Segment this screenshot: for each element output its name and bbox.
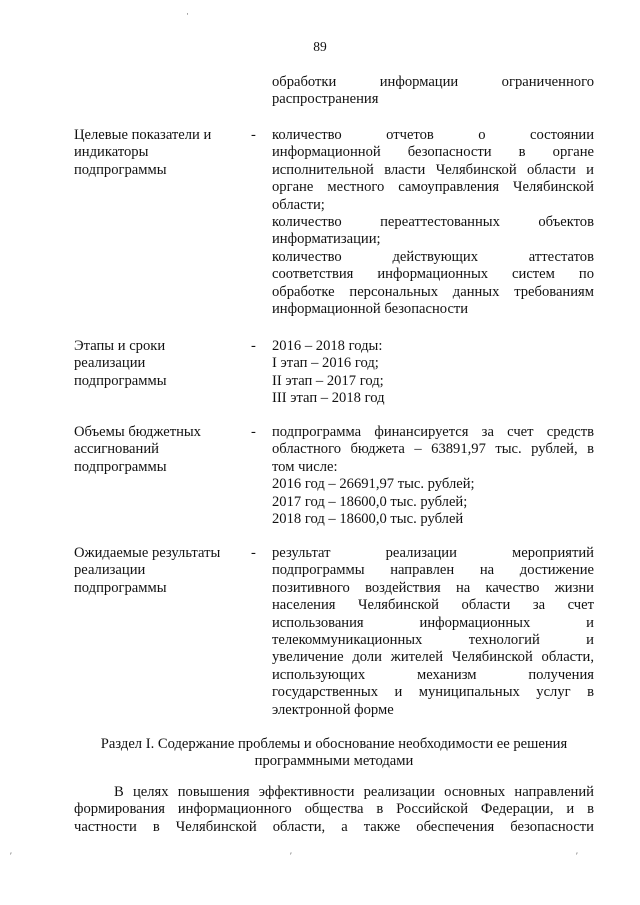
row-content-line: органе местного самоуправления Челябинской	[272, 179, 594, 196]
row-content-line: 2016 – 2018 годы:	[272, 338, 383, 354]
row-label-line: Целевые показатели и	[74, 127, 212, 143]
row-content-line: увеличение доли жителей Челябинской области,	[272, 649, 594, 666]
row-dash: -	[251, 545, 256, 561]
section-heading-line: программными методами	[254, 753, 414, 770]
row-dash: -	[251, 127, 256, 143]
section-heading-line: Раздел I. Содержание проблемы и обоснование необходимости ее решения	[100, 736, 568, 752]
row-label-line: подпрограммы	[74, 372, 167, 389]
row-content-line: использования информационных и	[272, 614, 594, 631]
row-content-line: I этап – 2016 год;	[272, 355, 379, 372]
row-content	[272, 424, 594, 528]
row-label-line: Ожидаемые результаты	[74, 545, 221, 561]
row-label	[74, 338, 244, 390]
row-label-line: Этапы и сроки	[74, 338, 166, 354]
row-content-line: электронной форме	[272, 701, 394, 718]
row-content	[272, 338, 594, 408]
scan-mark: ′	[576, 851, 578, 861]
row-content-line: позитивного воздействия на качество жизни	[272, 579, 594, 596]
row-content-line: том числе:	[272, 458, 338, 475]
row-content-line: результат реализации мероприятий	[272, 545, 594, 561]
row-dash: -	[251, 424, 256, 440]
row-content-line: информационной безопасности в органе	[272, 144, 594, 161]
intro-continuation	[272, 74, 594, 109]
row-content-line: количество переаттестованных объектов	[272, 214, 594, 231]
row-content-line: подпрограммы направлен на достижение	[272, 562, 594, 579]
row-label-line: Объемы бюджетных	[74, 424, 201, 440]
row-content-line: 2016 год – 26691,97 тыс. рублей;	[272, 476, 475, 493]
intro-line: распространения	[272, 91, 379, 108]
row-content-line: III этап – 2018 год	[272, 390, 385, 407]
row-label-line: подпрограммы	[74, 458, 167, 475]
row-content-line: информационной безопасности	[272, 301, 469, 318]
row-label-line: реализации	[74, 562, 146, 579]
row-content-line: 2018 год – 18600,0 тыс. рублей	[272, 511, 464, 528]
row-content-line: исполнительной власти Челябинской области и	[272, 161, 594, 178]
row-label-line: подпрограммы	[74, 579, 167, 596]
row-label	[74, 424, 244, 476]
row-label-line: ассигнований	[74, 441, 159, 458]
body-line: формирования информационного общества в Российской Федерации, и в	[74, 801, 594, 818]
scan-mark: ′	[290, 851, 292, 861]
body-paragraph	[74, 784, 594, 836]
row-content-line: обработке персональных данных требованиям	[272, 283, 594, 300]
row-content-line: подпрограмма финансируется за счет средств	[272, 424, 594, 440]
row-content-line: информатизации;	[272, 231, 381, 248]
row-dash: -	[251, 338, 256, 354]
row-content-line: области;	[272, 196, 325, 213]
row-content-line: II этап – 2017 год;	[272, 372, 384, 389]
row-content-line: количество действующих аттестатов	[272, 248, 594, 265]
row-content-line: областного бюджета – 63891,97 тыс. рублей, в	[272, 441, 594, 458]
row-label-line: индикаторы	[74, 144, 149, 161]
row-label	[74, 127, 244, 179]
row-content-line: населения Челябинской области за счет	[272, 597, 594, 614]
body-line: частности в Челябинской области, а также обеспечения безопасности	[74, 818, 594, 835]
intro-line: обработки информации ограниченного	[272, 74, 594, 90]
row-content-line: использующих механизм получения	[272, 666, 594, 683]
row-label-line: реализации	[74, 355, 146, 372]
row-content-line: телекоммуникационных технологий и	[272, 632, 594, 649]
section-heading	[74, 736, 594, 771]
row-content-line: количество отчетов о состоянии	[272, 127, 594, 143]
body-line: В целях повышения эффективности реализации основных направлений	[114, 784, 594, 800]
row-label	[74, 545, 244, 597]
row-content-line: соответствия информационных систем по	[272, 266, 594, 283]
row-content	[272, 545, 594, 719]
row-content-line: 2017 год – 18600,0 тыс. рублей;	[272, 493, 468, 510]
row-content-line: государственных и муниципальных услуг в	[272, 684, 594, 701]
scan-mark: ′	[10, 851, 12, 861]
row-label-line: подпрограммы	[74, 161, 167, 178]
scan-mark: ·	[186, 9, 189, 19]
page-number: 89	[313, 39, 327, 54]
row-content	[272, 127, 594, 318]
